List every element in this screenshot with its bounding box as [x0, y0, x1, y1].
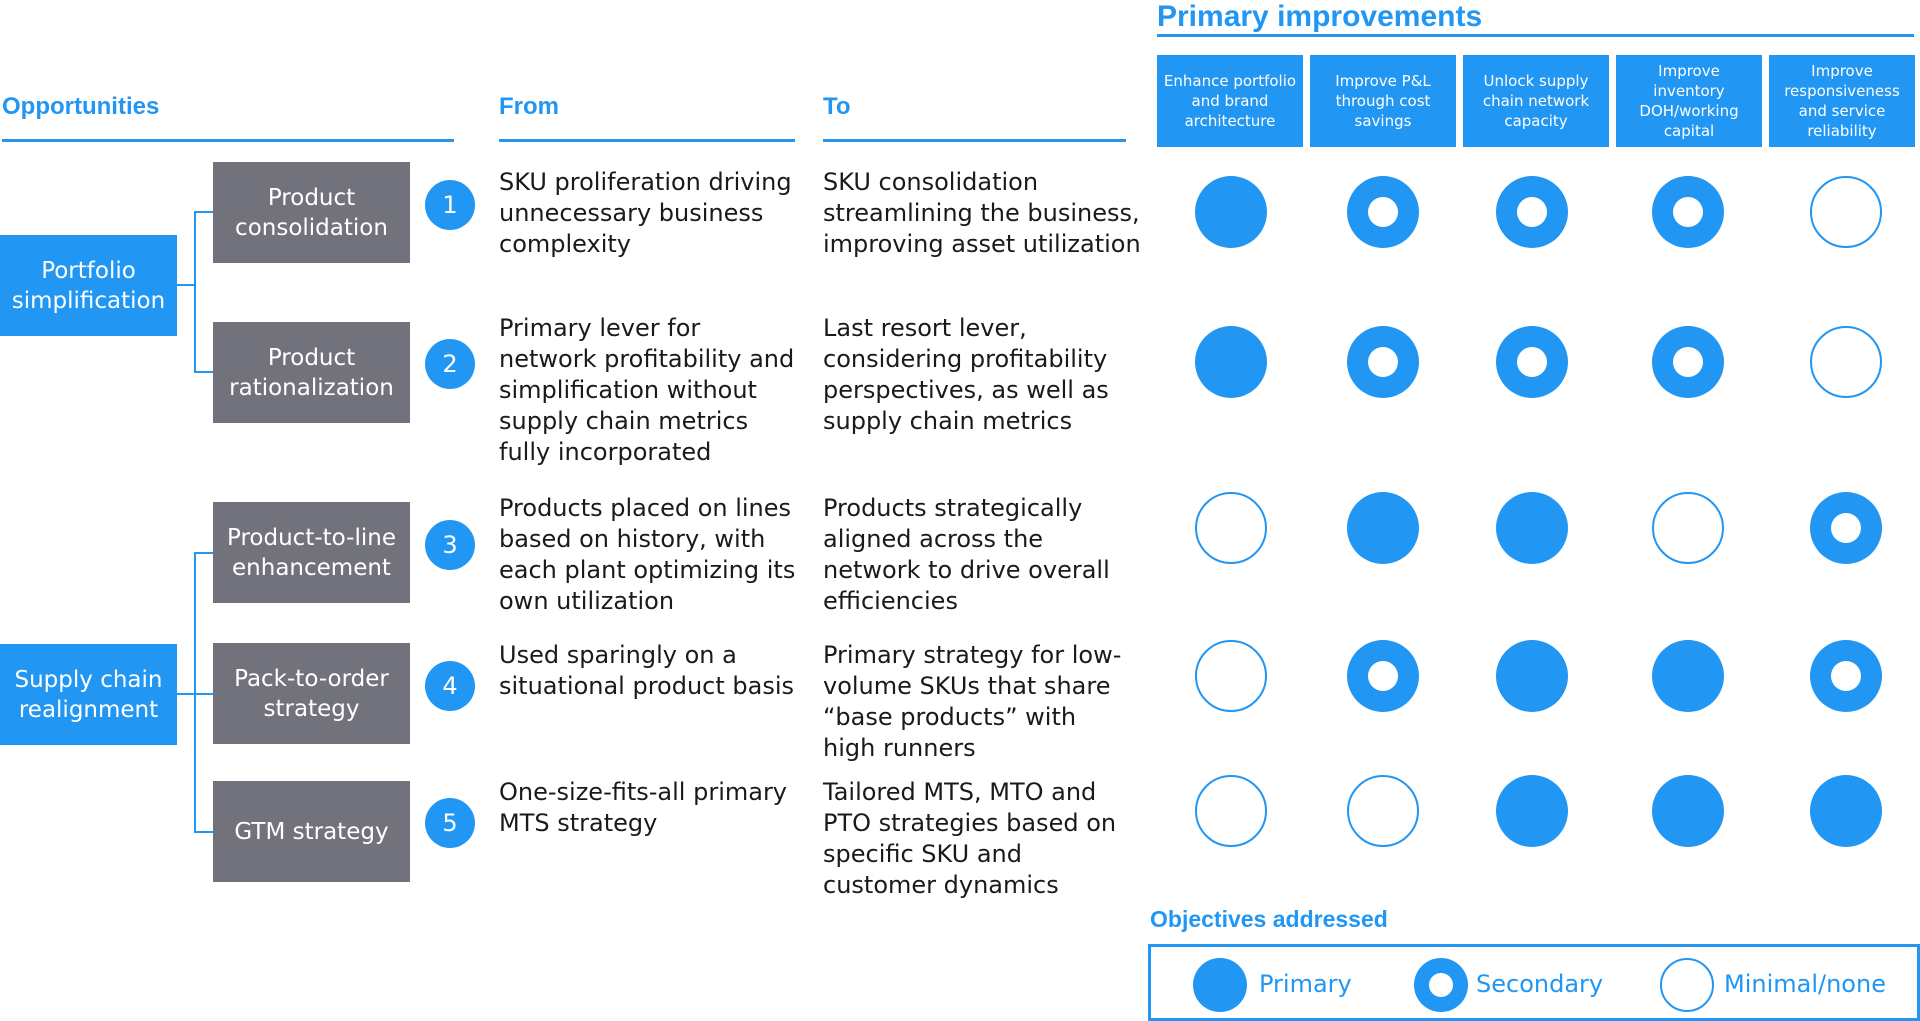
connector-supply-stem — [177, 693, 195, 695]
to-text: Last resort lever, considering profitability perspectives, as well as supply chain metrics — [823, 314, 1109, 435]
column-header-inventory: Improve inventory DOH/working capital — [1616, 55, 1762, 147]
rating-dot-primary — [1496, 640, 1568, 712]
primary-improvements-header: Primary improvements — [1157, 0, 1483, 33]
rating-dot-secondary — [1652, 326, 1724, 398]
opportunities-underline — [2, 139, 454, 142]
to-underline — [823, 139, 1126, 142]
rating-dot-none — [1347, 775, 1419, 847]
rating-dot-none — [1810, 176, 1882, 248]
to-text: Tailored MTS, MTO and PTO strategies based on specific SKU and customer dynamics — [823, 778, 1117, 899]
category-supply-chain-realignment: Supply chain realignment — [0, 644, 177, 745]
from-text: SKU proliferation driving unnecessary business complexity — [499, 168, 792, 258]
connector-portfolio-branch-2 — [194, 371, 213, 373]
rating-dot-none — [1195, 640, 1267, 712]
row-number-badge: 2 — [425, 339, 475, 389]
rating-dot-none — [1195, 775, 1267, 847]
from-text: Primary lever for network profitability and simplification without supply chain metrics fully incorporated — [499, 314, 795, 466]
rating-dot-none — [1810, 326, 1882, 398]
rating-dot-primary — [1195, 326, 1267, 398]
to-text: Primary strategy for low-volume SKUs that share “base products” with high runners — [823, 641, 1122, 762]
lever-product-to-line-enhancement: Product-to-line enhancement — [213, 502, 410, 603]
to-header: To — [823, 93, 851, 120]
rating-dot-secondary — [1496, 176, 1568, 248]
from-text: Products placed on lines based on history, with each plant optimizing its own utilization — [499, 494, 796, 615]
rating-dot-secondary — [1652, 176, 1724, 248]
row-number-badge: 3 — [425, 520, 475, 570]
legend-primary-icon — [1193, 958, 1247, 1012]
from-text: One-size-fits-all primary MTS strategy — [499, 778, 788, 837]
column-header-capacity: Unlock supply chain network capacity — [1463, 55, 1609, 147]
rating-dot-none — [1195, 492, 1267, 564]
rating-dot-secondary — [1347, 176, 1419, 248]
connector-portfolio-branch-1 — [194, 211, 213, 213]
rating-dot-primary — [1496, 775, 1568, 847]
connector-portfolio-stem — [177, 284, 195, 286]
to-text: Products strategically aligned across the network to drive overall efficiencies — [823, 494, 1110, 615]
connector-supply-branch-5 — [194, 831, 213, 833]
row-number-badge: 5 — [425, 798, 475, 848]
connector-supply-branch-3 — [194, 552, 213, 554]
primary-improvements-underline — [1157, 34, 1914, 37]
legend-none-label: Minimal/none — [1724, 970, 1886, 998]
rating-dot-secondary — [1496, 326, 1568, 398]
row-number-badge: 1 — [425, 180, 475, 230]
rating-dot-primary — [1652, 640, 1724, 712]
from-underline — [499, 139, 795, 142]
column-header-pl: Improve P&L through cost savings — [1310, 55, 1456, 147]
category-portfolio-simplification: Portfolio simplification — [0, 235, 177, 336]
connector-supply-vertical — [194, 552, 196, 832]
legend-title: Objectives addressed — [1150, 906, 1388, 932]
rating-dot-primary — [1652, 775, 1724, 847]
lever-product-rationalization: Product rationalization — [213, 322, 410, 423]
connector-supply-branch-4 — [194, 693, 213, 695]
rating-dot-secondary — [1810, 640, 1882, 712]
opportunities-header: Opportunities — [2, 93, 160, 120]
rating-dot-primary — [1195, 176, 1267, 248]
rating-dot-primary — [1347, 492, 1419, 564]
legend-none-icon — [1660, 958, 1714, 1012]
from-text: Used sparingly on a situational product basis — [499, 641, 795, 700]
legend-primary-label: Primary — [1259, 970, 1352, 998]
row-number-badge: 4 — [425, 661, 475, 711]
rating-dot-primary — [1810, 775, 1882, 847]
rating-dot-secondary — [1347, 326, 1419, 398]
connector-portfolio-vertical — [194, 211, 196, 372]
to-text: SKU consolidation streamlining the business, improving asset utilization — [823, 168, 1141, 258]
rating-dot-secondary — [1810, 492, 1882, 564]
from-header: From — [499, 93, 559, 120]
rating-dot-secondary — [1347, 640, 1419, 712]
column-header-responsiveness: Improve responsiveness and service reliability — [1769, 55, 1915, 147]
lever-product-consolidation: Product consolidation — [213, 162, 410, 263]
legend-secondary-icon — [1414, 958, 1468, 1012]
legend-secondary-label: Secondary — [1476, 970, 1604, 998]
column-header-portfolio: Enhance portfolio and brand architecture — [1157, 55, 1303, 147]
rating-dot-none — [1652, 492, 1724, 564]
rating-dot-primary — [1496, 492, 1568, 564]
lever-gtm-strategy: GTM strategy — [213, 781, 410, 882]
lever-pack-to-order-strategy: Pack-to-order strategy — [213, 643, 410, 744]
